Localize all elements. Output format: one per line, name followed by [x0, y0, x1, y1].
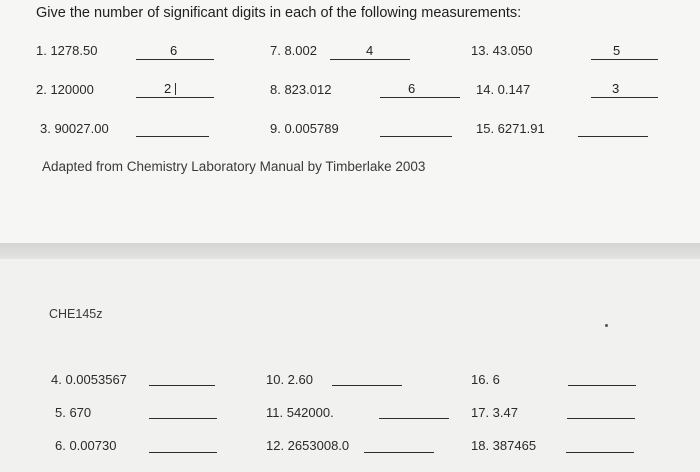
- answer-line-17[interactable]: [567, 418, 635, 419]
- answer-line-1[interactable]: [136, 59, 214, 60]
- question-12: 12. 2653008.0: [266, 438, 350, 453]
- worksheet-heading: Give the number of significant digits in each of the following measurements:: [36, 5, 522, 21]
- answer-line-4[interactable]: [149, 385, 215, 386]
- answer-line-5[interactable]: [149, 418, 217, 419]
- answer-8: 6: [408, 81, 416, 96]
- answer-13: 5: [613, 43, 621, 58]
- page-speck: [605, 324, 608, 327]
- question-7: 7. 8.002: [270, 43, 317, 58]
- question-16: 16. 6: [471, 372, 500, 387]
- answer-1: 6: [170, 43, 178, 58]
- answer-2: 2: [164, 81, 172, 96]
- question-17: 17. 3.47: [471, 405, 518, 420]
- course-code: CHE145z: [49, 307, 103, 321]
- answer-line-15[interactable]: [578, 136, 648, 137]
- question-9: 9. 0.005789: [270, 121, 339, 136]
- answer-line-18[interactable]: [566, 452, 634, 453]
- answer-line-12[interactable]: [364, 452, 434, 453]
- answer-line-14[interactable]: [591, 97, 658, 98]
- question-6: 6. 0.00730: [55, 438, 117, 453]
- answer-line-3[interactable]: [136, 136, 209, 137]
- question-13: 13. 43.050: [471, 43, 533, 58]
- answer-line-10[interactable]: [332, 385, 402, 386]
- question-3: 3. 90027.00: [40, 121, 109, 136]
- answer-line-9[interactable]: [380, 136, 452, 137]
- question-5: 5. 670: [55, 405, 92, 420]
- answer-2-stroke: [175, 83, 176, 95]
- question-8: 8. 823.012: [270, 82, 332, 97]
- question-18: 18. 387465: [471, 438, 537, 453]
- answer-line-6[interactable]: [149, 452, 217, 453]
- page-gap: [0, 243, 700, 259]
- question-11: 11. 542000.: [266, 405, 334, 420]
- answer-14: 3: [612, 81, 620, 96]
- answer-line-2[interactable]: [136, 97, 214, 98]
- answer-line-8[interactable]: [380, 97, 460, 98]
- question-1: 1. 1278.50: [36, 43, 98, 58]
- answer-line-7[interactable]: [330, 59, 410, 60]
- answer-7: 4: [366, 43, 374, 58]
- question-4: 4. 0.0053567: [51, 372, 127, 387]
- question-15: 15. 6271.91: [476, 121, 545, 136]
- question-14: 14. 0.147: [476, 82, 531, 97]
- source-credit: Adapted from Chemistry Laboratory Manual by Timberlake 2003: [42, 159, 426, 174]
- question-10: 10. 2.60: [266, 372, 313, 387]
- answer-line-16[interactable]: [568, 385, 636, 386]
- answer-line-11[interactable]: [379, 418, 449, 419]
- answer-line-13[interactable]: [591, 59, 658, 60]
- question-2: 2. 120000: [36, 82, 94, 97]
